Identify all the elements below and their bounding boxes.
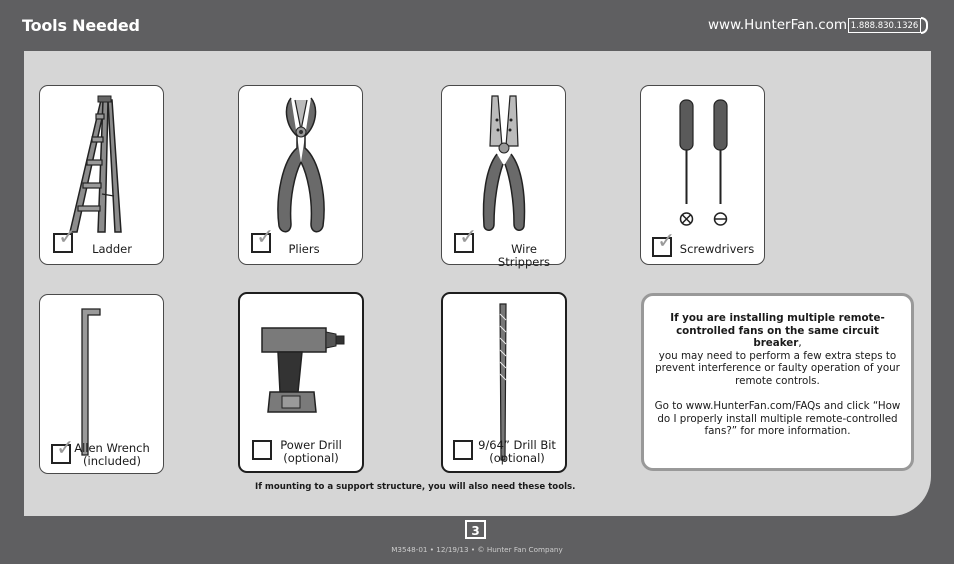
- phone-icon: [921, 17, 928, 34]
- tool-label: 9/64” Drill Bit (optional): [478, 438, 556, 465]
- footer-text: M3548-01 • 12/19/13 • © Hunter Fan Company: [391, 545, 563, 554]
- tool-checkbox[interactable]: [453, 440, 473, 460]
- tool-label: Pliers: [288, 242, 320, 256]
- tool-card-screwdrivers: [640, 85, 765, 265]
- tool-label: Wire Strippers: [497, 242, 551, 269]
- tool-checkbox[interactable]: ✓: [251, 233, 271, 253]
- tool-checkbox[interactable]: [252, 440, 272, 460]
- tool-checkbox[interactable]: ✓: [652, 237, 672, 257]
- info-bold-line: If you are installing multiple remote-controlled fans on the same circuit breaker: [670, 312, 885, 349]
- website-link[interactable]: www.HunterFan.com: [708, 17, 848, 33]
- tool-card-drill-bit: [441, 292, 567, 473]
- tool-checkbox[interactable]: ✓: [454, 233, 474, 253]
- tool-card-wire-strippers: [441, 85, 566, 269]
- tool-label: Power Drill (optional): [280, 438, 342, 465]
- info-line-2: you may need to perform a few extra steps to prevent interference or faulty operation of your remote controls.: [655, 349, 900, 387]
- tool-card-allen-wrench: [39, 294, 164, 474]
- phone-number: 1.888.830.1326: [848, 18, 921, 33]
- info-box: If you are installing multiple remote-controlled fans on the same circuit breaker, you may need to perform a few extra steps to prevent interference or faulty operation of your remote controls. Go to www.HunterFan.com/FAQs and click “How do I properly install multiple remote-controlled fans?” for more information.: [641, 293, 914, 471]
- support-structure-note: If mounting to a support structure, you will also need these tools.: [255, 482, 576, 492]
- tool-label: Ladder: [92, 242, 132, 256]
- tool-label: Screwdrivers: [679, 242, 755, 256]
- tool-checkbox[interactable]: ✓: [53, 233, 73, 253]
- tool-checkbox[interactable]: ✓: [51, 444, 71, 464]
- tool-card-ladder: [39, 85, 164, 265]
- tool-card-pliers: [238, 85, 363, 265]
- tool-label: Allen Wrench (included): [74, 441, 150, 468]
- tool-card-power-drill: [238, 292, 364, 473]
- info-line-3: Go to www.HunterFan.com/FAQs and click “How do I properly install multiple remote-controlled fans?” for more information.: [654, 400, 901, 437]
- page-title: Tools Needed: [22, 16, 140, 35]
- page-number: 3: [465, 520, 486, 539]
